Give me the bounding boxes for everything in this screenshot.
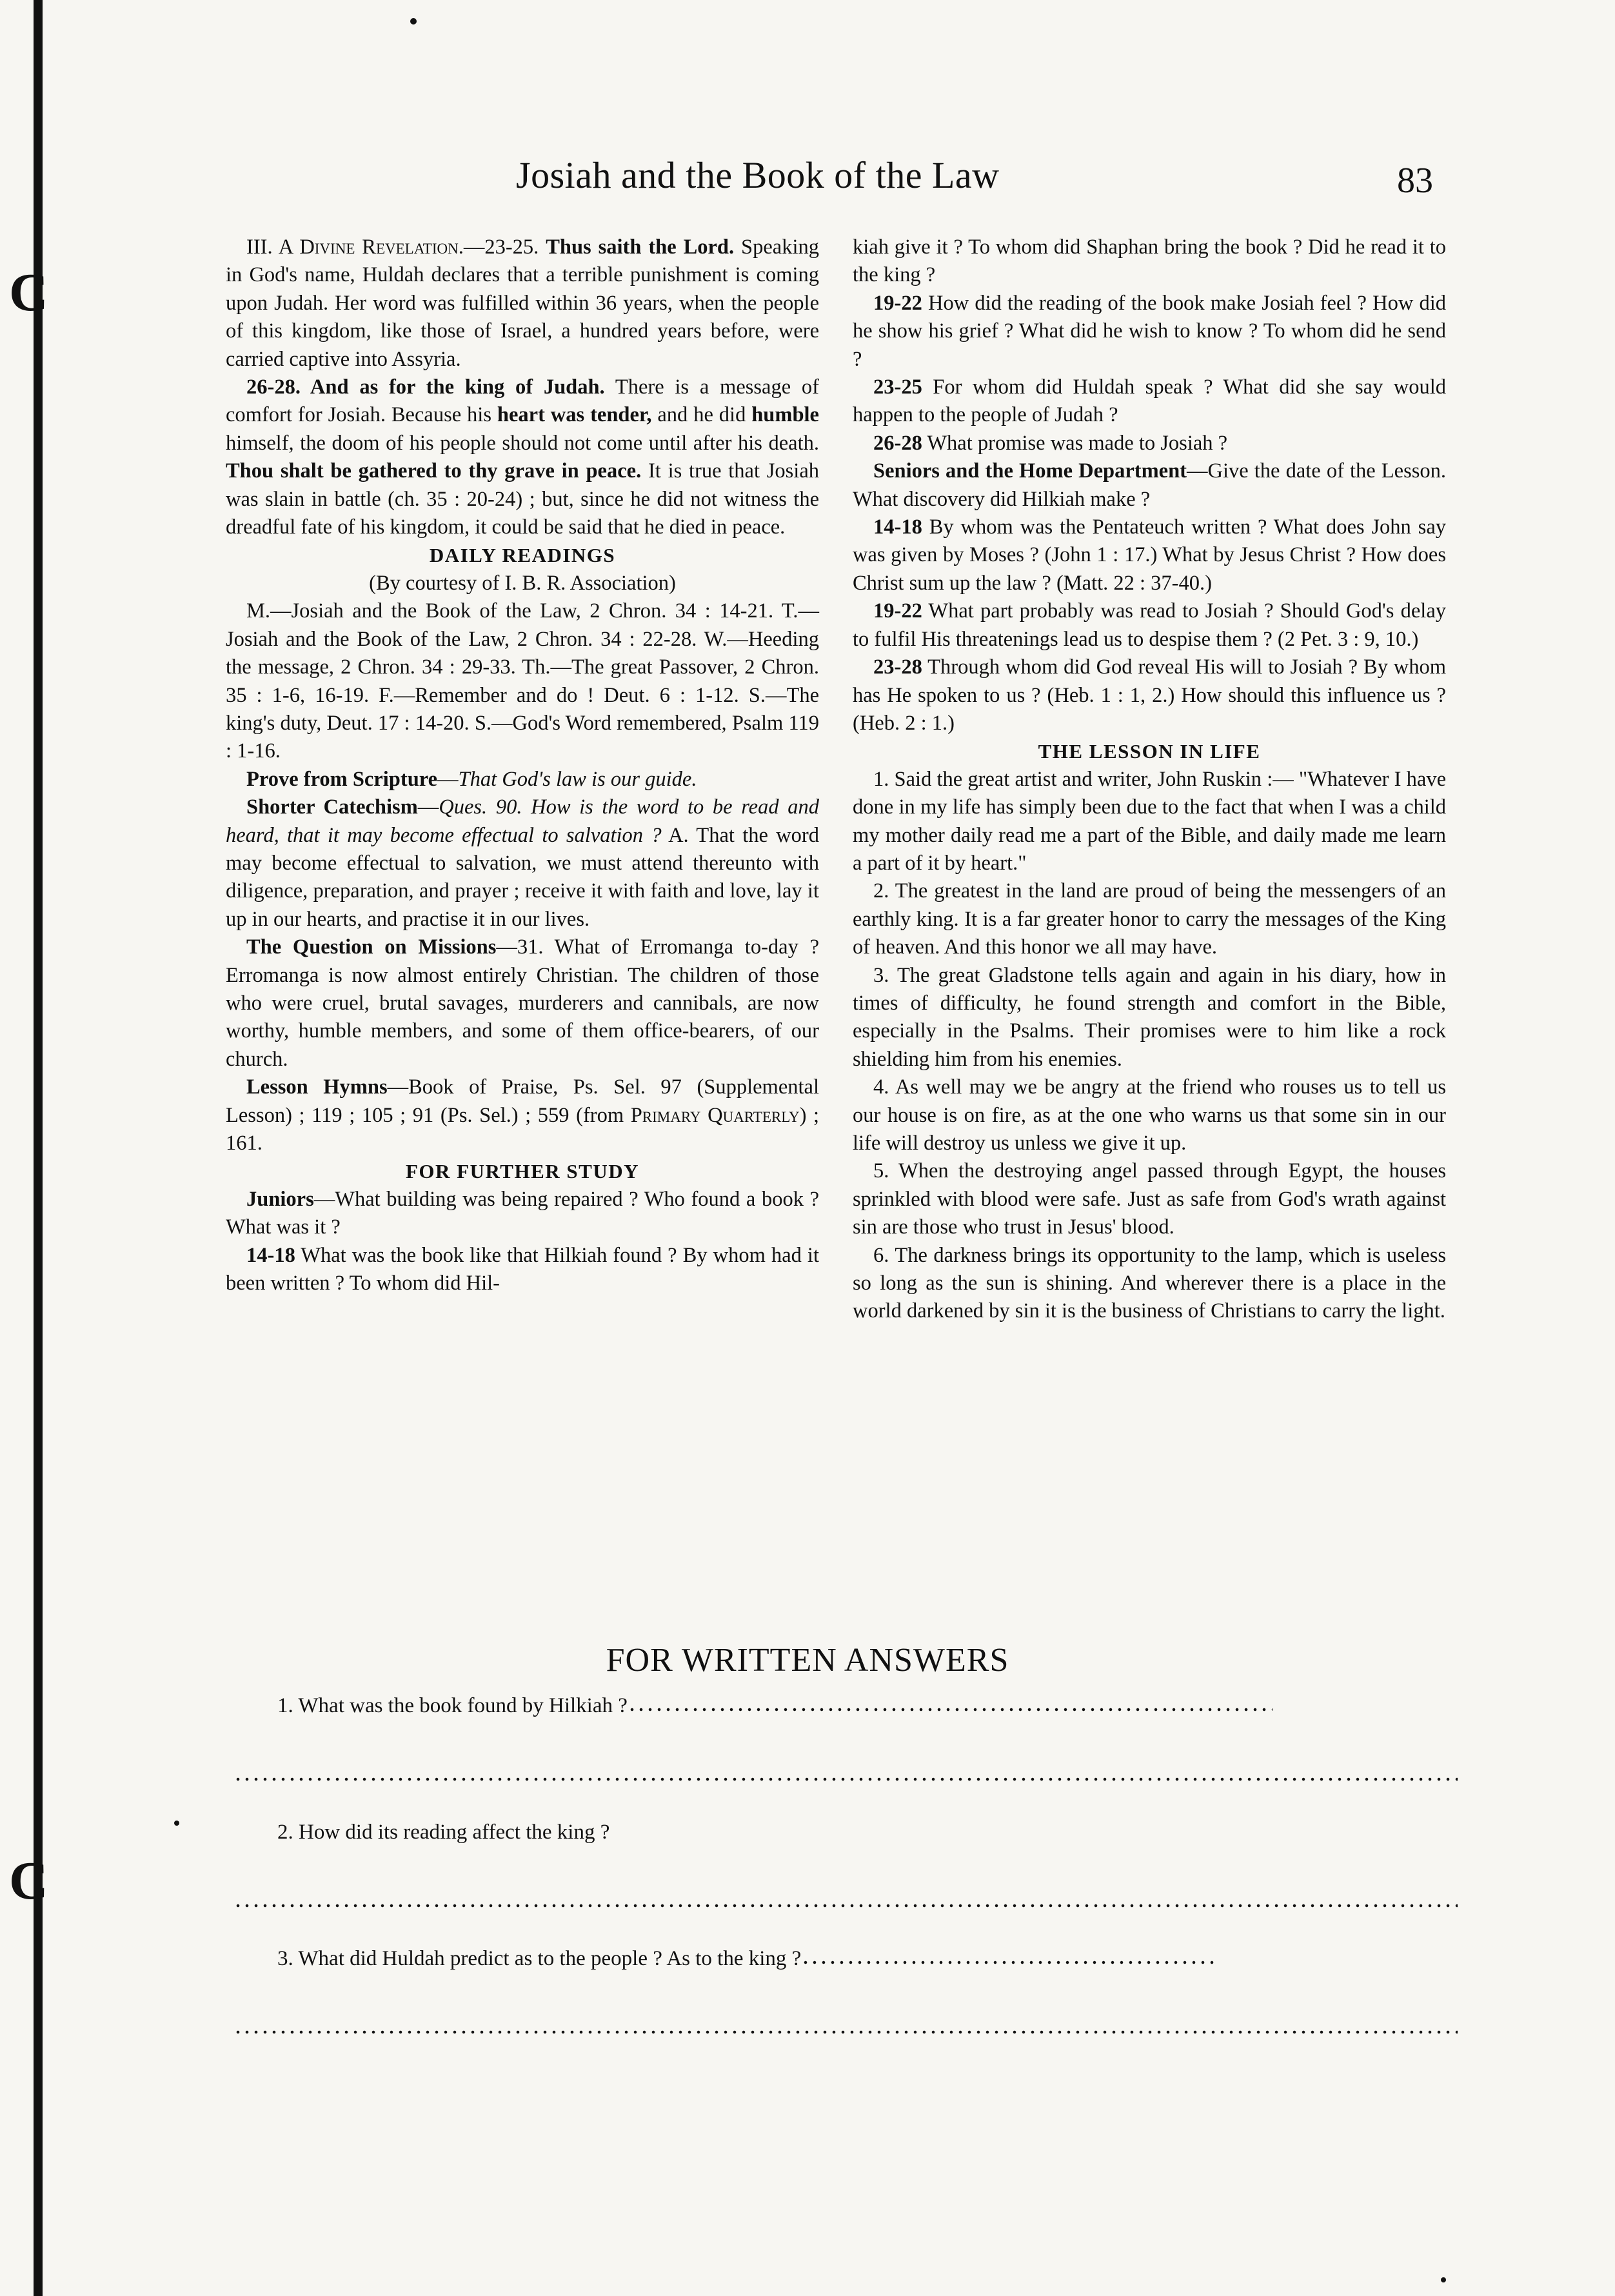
question-on-missions: The Question on Missions—31. What of Erromanga to-day ? Erromanga is now almost entirely Christian. The children of those who were cruel, brutal savages, murderers and cannibals, are now worthy, humble members, and some of them office-bearers, of our church. — [226, 935, 819, 1071]
lesson-point-4: 4. As well may we be angry at the friend who rouses us to tell us our house is on fire, as at the one who warns us that some sin in our life will destroy us unless we give it up. — [853, 1075, 1446, 1155]
lesson-hymns: Lesson Hymns—Book of Praise, Ps. Sel. 97 (Supplemental Lesson) ; 119 ; 105 ; 91 (Ps. Sel.) ; 559 (from Primary Quarterly) ; 161. — [226, 1075, 820, 1155]
lesson-point-1: 1. Said the great artist and writer, John Ruskin :— "Whatever I have done in my life has simply been due to the fact that when I was a child my mother daily read me a part of the Bible, and daily made me learn a part of it by heart." — [853, 767, 1446, 875]
question-23-25: 23-25 For whom did Huldah speak ? What did she say would happen to the people of Judah ? — [853, 375, 1446, 427]
courtesy-note: (By courtesy of I. B. R. Association) — [369, 571, 676, 595]
written-question-1: 1. What was the book found by Hilkiah ? — [277, 1694, 1458, 1718]
margin-mark-bottom: C — [9, 1851, 48, 1911]
seniors-23-28: 23-28 Through whom did God reveal His will to Josiah ? By whom has He spoken to us ? (Heb. 1 : 1, 2.) How should this influence us ? (Heb. 2 : 1.) — [853, 655, 1446, 735]
lesson-point-3: 3. The great Gladstone tells again and again in his diary, how in times of difficulty, he found strength and comfort in the Bible, especially in the Psalms. Their promises were to him like a rock shielding him from his enemies. — [853, 963, 1446, 1071]
prove-from-scripture: Prove from Scripture—That God's law is our guide. — [246, 767, 697, 791]
king-of-judah-paragraph: 26-28. And as for the king of Judah. There is a message of comfort for Josiah. Because his heart was tender, and he did humble himself, the doom of his people should not come until after his death. Thou shalt be gathered to thy grave in peace. It is true that Josiah was slain in battle (ch. 35 : 20-24) ; but, since he did not witness the dreadful fate of his kingdom, it could be said that he died in peace. — [226, 375, 820, 539]
lesson-point-6: 6. The darkness brings its opportunity to the lamp, which is useless so long as the sun is shining. And wherever there is a place in the world darkened by sin it is the business of Christians to carry the light. — [853, 1243, 1446, 1323]
lesson-point-5: 5. When the destroying angel passed through Egypt, the houses sprinkled with blood were safe. Just as safe from God's wrath against sin are those who trust in Jesus' blood. — [853, 1159, 1446, 1239]
further-study-heading: FOR FURTHER STUDY — [406, 1160, 639, 1183]
written-answers-title: FOR WRITTEN ANSWERS — [606, 1642, 1009, 1679]
seniors-19-22: 19-22 What part probably was read to Josiah ? Should God's delay to fulfil His threatenings lead us to despise them ? (2 Pet. 3 : 9, 10.) — [853, 599, 1446, 651]
answer-line-1[interactable] — [233, 1777, 1458, 1782]
question-19-22: 19-22 How did the reading of the book make Josiah feel ? How did he show his grief ? What did he wish to know ? To whom did he send ? — [853, 291, 1446, 371]
running-title: Josiah and the Book of the Law — [516, 154, 1000, 196]
answer-line-3[interactable] — [233, 2030, 1458, 2035]
written-question-3: 3. What did Huldah predict as to the people ? As to the king ? — [277, 1947, 1458, 1971]
daily-readings-text: M.—Josiah and the Book of the Law, 2 Chron. 34 : 14-21. T.—Josiah and the Book of the Law, 2 Chron. 34 : 22-28. W.—Heeding the message, 2 Chron. 34 : 29-33. Th.—The great Passover, 2 Chron. 35 : 1-6, 16-19. F.—Remember and do ! Deut. 6 : 1-12. S.—The king's duty, Deut. 17 : 14-20. S.—God's Word remembered, Psalm 119 : 1-16. — [226, 599, 819, 763]
continued-question: kiah give it ? To whom did Shaphan bring the book ? Did he read it to the king ? — [853, 235, 1446, 287]
seniors-questions: Seniors and the Home Department—Give the date of the Lesson. What discovery did Hilkiah make ? — [853, 459, 1447, 511]
written-question-2: 2. How did its reading affect the king ? — [277, 1821, 610, 1844]
answer-dotted-fill — [628, 1707, 1273, 1712]
page-number: 83 — [1397, 161, 1433, 201]
page-speck — [410, 18, 417, 25]
juniors-questions-14-18: 14-18 What was the book like that Hilkiah found ? By whom had it been written ? To whom did Hil- — [226, 1243, 819, 1295]
left-column — [226, 234, 819, 1297]
page-speck — [1441, 2277, 1446, 2282]
margin-mark-top: C — [9, 263, 48, 323]
page-speck — [174, 1821, 179, 1826]
shorter-catechism: Shorter Catechism—Ques. 90. How is the word to be read and heard, that it may become effectual to salvation ? A. That the word may become effectual to salvation, we must attend thereunto with diligence, preparation, and prayer ; receive it with faith and love, lay it up in our hearts, and practise it in our lives. — [226, 795, 819, 931]
revelation-paragraph: III. A Divine Revelation.—23-25. Thus saith the Lord. Speaking in God's name, Huldah declares that a terrible punishment is coming upon Judah. Her word was fulfilled within 36 years, when the people of this kingdom, like those of Israel, a hundred years before, were carried captive into Assyria. — [226, 235, 820, 371]
right-column — [853, 234, 1446, 1326]
juniors-questions: Juniors—What building was being repaired ? Who found a book ? What was it ? — [226, 1187, 819, 1239]
answer-dotted-fill — [801, 1960, 1214, 1965]
lesson-in-life-heading: THE LESSON IN LIFE — [1038, 740, 1261, 763]
seniors-14-18: 14-18 By whom was the Pentateuch written ? What does John say was given by Moses ? (John 1 : 17.) What by Jesus Christ ? How does Christ sum up the law ? (Matt. 22 : 37-40.) — [853, 515, 1446, 595]
question-26-28: 26-28 What promise was made to Josiah ? — [873, 431, 1228, 455]
binding-edge-rule — [34, 0, 43, 2296]
answer-line-2[interactable] — [233, 1903, 1458, 1908]
lesson-point-2: 2. The greatest in the land are proud of being the messengers of an earthly king. It is a far greater honor to carry the messages of the King of heaven. And this honor we all may have. — [853, 879, 1446, 959]
daily-readings-heading: DAILY READINGS — [429, 544, 616, 567]
